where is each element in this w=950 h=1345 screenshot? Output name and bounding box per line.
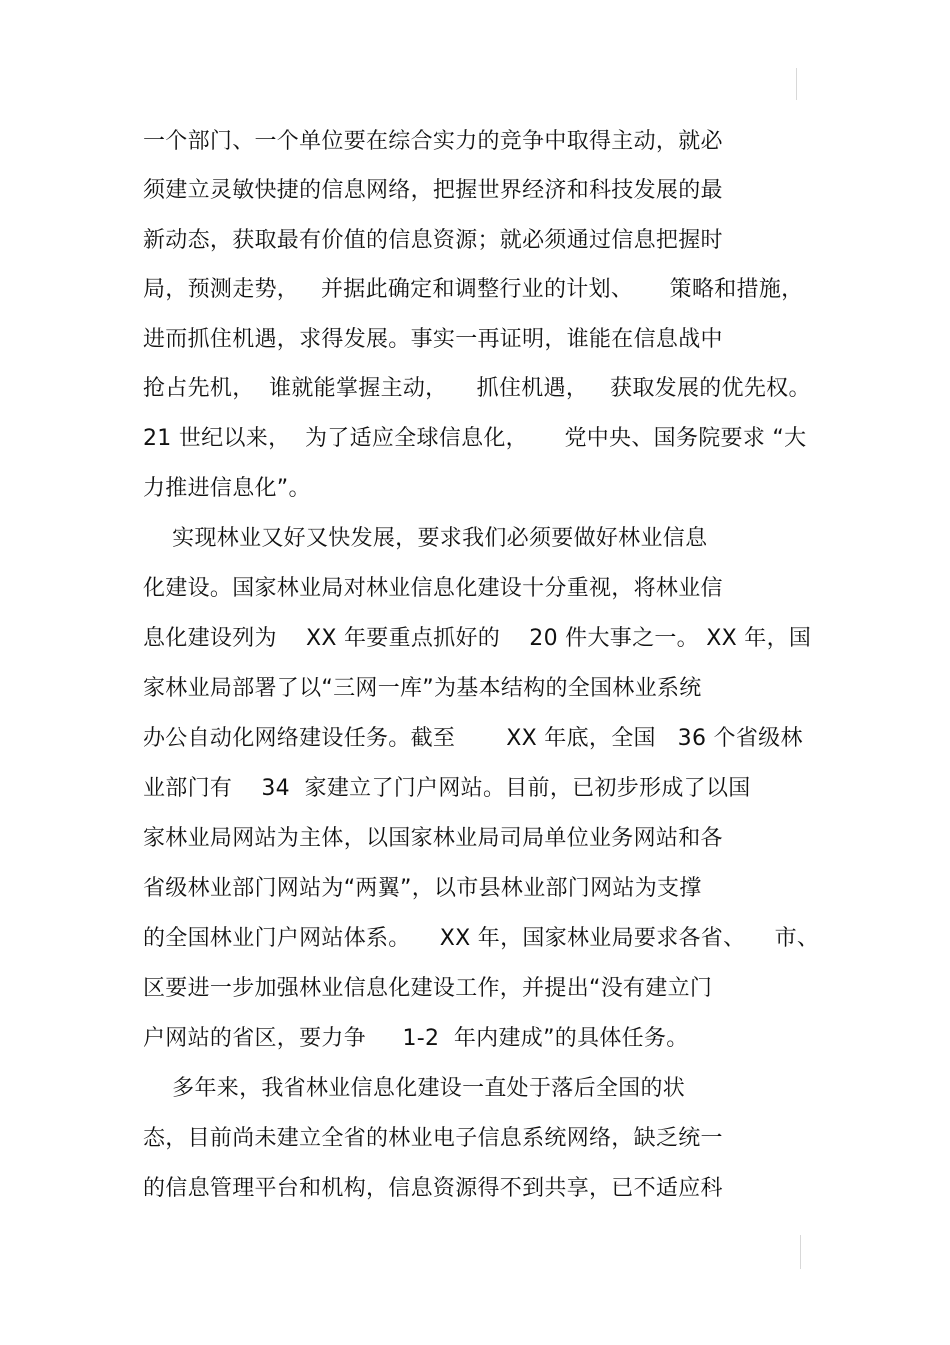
text-line: 家林业局部署了以“三网一库”为基本结构的全国林业系统: [143, 676, 702, 701]
text-line: 家林业局网站为主体，以国家林业局司局单位业务网站和各: [143, 826, 723, 851]
text-line: 化建设。国家林业局对林业信息化建设十分重视，将林业信: [143, 576, 723, 601]
text-line: 新动态，获取最有价值的信息资源；就必须通过信息把握时: [143, 228, 723, 253]
text-line: 户网站的省区，要力争 1-2 年内建成”的具体任务。: [143, 1026, 689, 1051]
text-line: 21 世纪以来， 为了适应全球信息化， 党中央、国务院要求 “大: [143, 426, 807, 451]
text-line: 的信息管理平台和机构，信息资源得不到共享，已不适应科: [143, 1176, 723, 1201]
text-line: 抢占先机， 谁就能掌握主动， 抓住机遇， 获取发展的优先权。: [143, 376, 811, 401]
text-line: 区要进一步加强林业信息化建设工作，并提出“没有建立门: [143, 976, 713, 1001]
text-line: 力推进信息化”。: [143, 476, 311, 501]
text-line: 息化建设列为 XX 年要重点抓好的 20 件大事之一。 XX 年，国: [143, 626, 812, 651]
text-line: 办公自动化网络建设任务。截至 XX 年底，全国 36 个省级林: [143, 726, 803, 751]
text-line: 进而抓住机遇，求得发展。事实一再证明，谁能在信息战中: [143, 327, 723, 352]
text-line: 的全国林业门户网站体系。 XX 年，国家林业局要求各省、 市、: [143, 926, 820, 951]
text-line: 省级林业部门网站为“两翼”，以市县林业部门网站为支撑: [143, 876, 702, 901]
text-line: 态，目前尚未建立全省的林业电子信息系统网络，缺乏统一: [143, 1126, 723, 1151]
text-line: 实现林业又好又快发展，要求我们必须要做好林业信息: [143, 526, 708, 551]
text-line: 一个部门、一个单位要在综合实力的竞争中取得主动，就必: [143, 129, 723, 154]
text-line: 须建立灵敏快捷的信息网络，把握世界经济和科技发展的最: [143, 178, 723, 203]
text-line: 多年来，我省林业信息化建设一直处于落后全国的状: [143, 1076, 686, 1101]
text-line: 局，预测走势， 并据此确定和调整行业的计划、 策略和措施，: [143, 277, 804, 302]
text-line: 业部门有 34 家建立了门户网站。目前，已初步形成了以国: [143, 776, 751, 801]
corner-mark-bottom-right: [800, 1235, 801, 1269]
corner-mark-top-right: [796, 68, 797, 100]
